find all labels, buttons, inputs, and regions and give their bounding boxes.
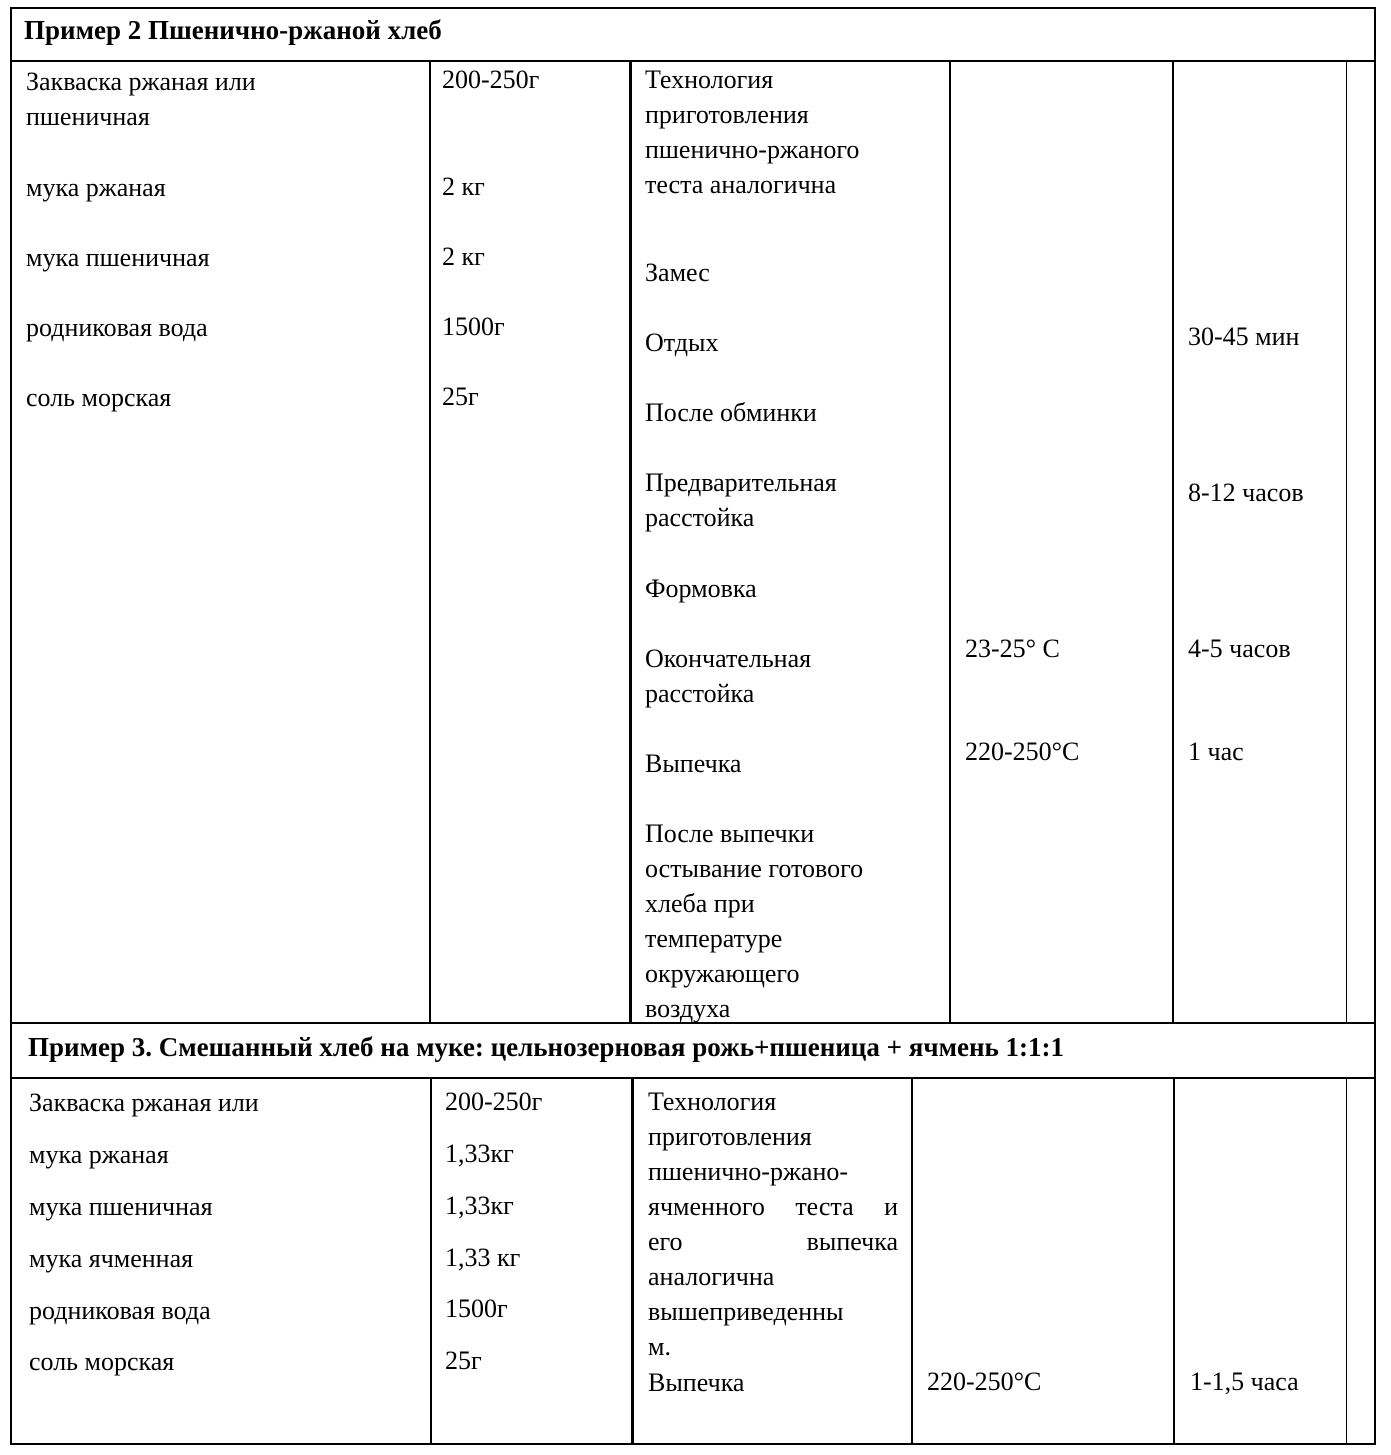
ex3-amount-6: 25г xyxy=(445,1346,482,1375)
ex3-ingredient-4: мука ячменная xyxy=(29,1244,194,1273)
ex3-amount-1: 200-250г xyxy=(445,1087,543,1116)
ex2-ingredient-2: мука ржаная xyxy=(26,173,166,202)
ex2-ingredient-5: соль морская xyxy=(26,383,172,412)
ex3-step-baking: Выпечка xyxy=(648,1368,745,1397)
ex3-tech-intro-line-5: его выпечка xyxy=(648,1227,898,1256)
ex2-col-divider-2 xyxy=(629,60,632,1023)
ex2-ingredient-3: мука пшеничная xyxy=(26,243,210,272)
ex3-ingredient-1: Закваска ржаная или xyxy=(29,1088,259,1117)
ex2-step-rest: Отдых xyxy=(645,328,719,357)
ex3-tech-intro-line-4: ячменного теста и xyxy=(648,1192,898,1221)
ex2-col-divider-5 xyxy=(1346,60,1347,1023)
ex2-step-cooling-line-2: остывание готового xyxy=(645,854,864,883)
table-border-right xyxy=(1374,7,1376,1445)
ex3-time-baking: 1-1,5 часа xyxy=(1190,1367,1299,1396)
ex2-step-final-proof xyxy=(645,641,811,711)
ex3-col-divider-4 xyxy=(1173,1077,1175,1444)
divider-ex3-header-bottom xyxy=(10,1077,1376,1079)
ex2-step-kneading: Замес xyxy=(645,258,710,287)
ex2-step-cooling-line-4: температуре xyxy=(645,924,783,953)
ex3-col-divider-2 xyxy=(631,1077,634,1444)
ex3-col-divider-1 xyxy=(430,1077,432,1444)
ex2-tech-intro xyxy=(645,62,940,202)
ex3-ingredient-3: мука пшеничная xyxy=(29,1192,213,1221)
ex2-amount-1: 200-250г xyxy=(442,65,540,94)
ex2-step-pre-proof-line-1: Предварительная xyxy=(645,468,837,497)
ex3-amount-4: 1,33 кг xyxy=(445,1243,521,1272)
ex2-tech-intro-line-1: Технология xyxy=(645,65,774,94)
ex2-step-cooling-line-1: После выпечки xyxy=(645,819,815,848)
ex2-step-cooling-line-3: хлеба при xyxy=(645,889,755,918)
ex2-amount-4: 1500г xyxy=(442,312,505,341)
ex2-ingredient-4: родниковая вода xyxy=(26,313,208,342)
ex2-col-divider-1 xyxy=(429,60,431,1023)
ex2-amount-5: 25г xyxy=(442,382,479,411)
ex3-ingredient-5: родниковая вода xyxy=(29,1296,211,1325)
ex2-col-divider-3 xyxy=(949,60,951,1023)
example3-title: Пример 3. Смешанный хлеб на муке: цельнозерновая рожь+пшеница + ячмень 1:1:1 xyxy=(28,1032,1065,1062)
ex2-time-rest: 30-45 мин xyxy=(1188,322,1300,351)
ex3-ingredient-6: соль морская xyxy=(29,1347,175,1376)
ex2-step-final-proof-line-1: Окончательная xyxy=(645,644,812,673)
ex3-amount-2: 1,33кг xyxy=(445,1139,514,1168)
ex2-step-cooling xyxy=(645,816,945,1026)
table-border-left xyxy=(10,7,12,1445)
ex3-tech-intro-line-1: Технология xyxy=(648,1087,777,1116)
ex3-amount-5: 1500г xyxy=(445,1294,508,1323)
ex3-tech-intro-line-8: м. xyxy=(648,1332,671,1361)
ex3-tech-intro-line-3: пшенично-ржано- xyxy=(648,1157,849,1186)
ex2-tech-intro-line-2: приготовления xyxy=(645,100,809,129)
ex2-col-divider-4 xyxy=(1172,60,1174,1023)
ex3-amount-3: 1,33кг xyxy=(445,1191,514,1220)
table-border-top xyxy=(10,7,1376,9)
ex3-col-divider-3 xyxy=(911,1077,913,1444)
ex2-tech-intro-line-3: пшенично-ржаного xyxy=(645,135,860,164)
ex2-time-pre-proof: 8-12 часов xyxy=(1188,478,1304,507)
ex3-col-divider-5 xyxy=(1346,1077,1347,1444)
ex2-step-pre-proof-line-2: расстойка xyxy=(645,503,755,532)
ex2-time-final-proof: 4-5 часов xyxy=(1188,634,1291,663)
ex2-temp-baking: 220-250°C xyxy=(965,737,1080,766)
ex3-tech-intro-line-6: аналогична xyxy=(648,1262,775,1291)
ex2-time-baking: 1 час xyxy=(1188,737,1244,766)
ex3-tech-intro-line-7: вышеприведенны xyxy=(648,1297,844,1326)
ex2-step-shaping: Формовка xyxy=(645,574,757,603)
ex2-step-cooling-line-6: воздуха xyxy=(645,994,731,1023)
ex2-step-pre-proof xyxy=(645,465,837,535)
ex2-step-cooling-line-5: окружающего xyxy=(645,959,800,988)
ex2-temp-final-proof: 23-25° C xyxy=(965,634,1060,663)
ex2-ingredient-1-line-1: Закваска ржаная или xyxy=(26,67,256,96)
ex3-temp-baking: 220-250°C xyxy=(927,1367,1042,1396)
ex2-step-baking: Выпечка xyxy=(645,749,742,778)
ex3-tech-intro xyxy=(648,1084,898,1364)
ex2-ingredient-1 xyxy=(26,64,421,134)
example2-title: Пример 2 Пшенично-ржаной хлеб xyxy=(24,15,442,45)
ex3-ingredient-2: мука ржаная xyxy=(29,1140,169,1169)
ex2-tech-intro-line-4: теста аналогична xyxy=(645,170,837,199)
ex2-step-after-punch: После обминки xyxy=(645,398,817,427)
ex3-tech-intro-line-2: приготовления xyxy=(648,1122,812,1151)
table-border-bottom xyxy=(10,1443,1376,1445)
ex2-step-final-proof-line-2: расстойка xyxy=(645,679,755,708)
ex2-ingredient-1-line-2: пшеничная xyxy=(26,102,150,131)
ex2-amount-3: 2 кг xyxy=(442,242,485,271)
ex2-amount-2: 2 кг xyxy=(442,172,485,201)
